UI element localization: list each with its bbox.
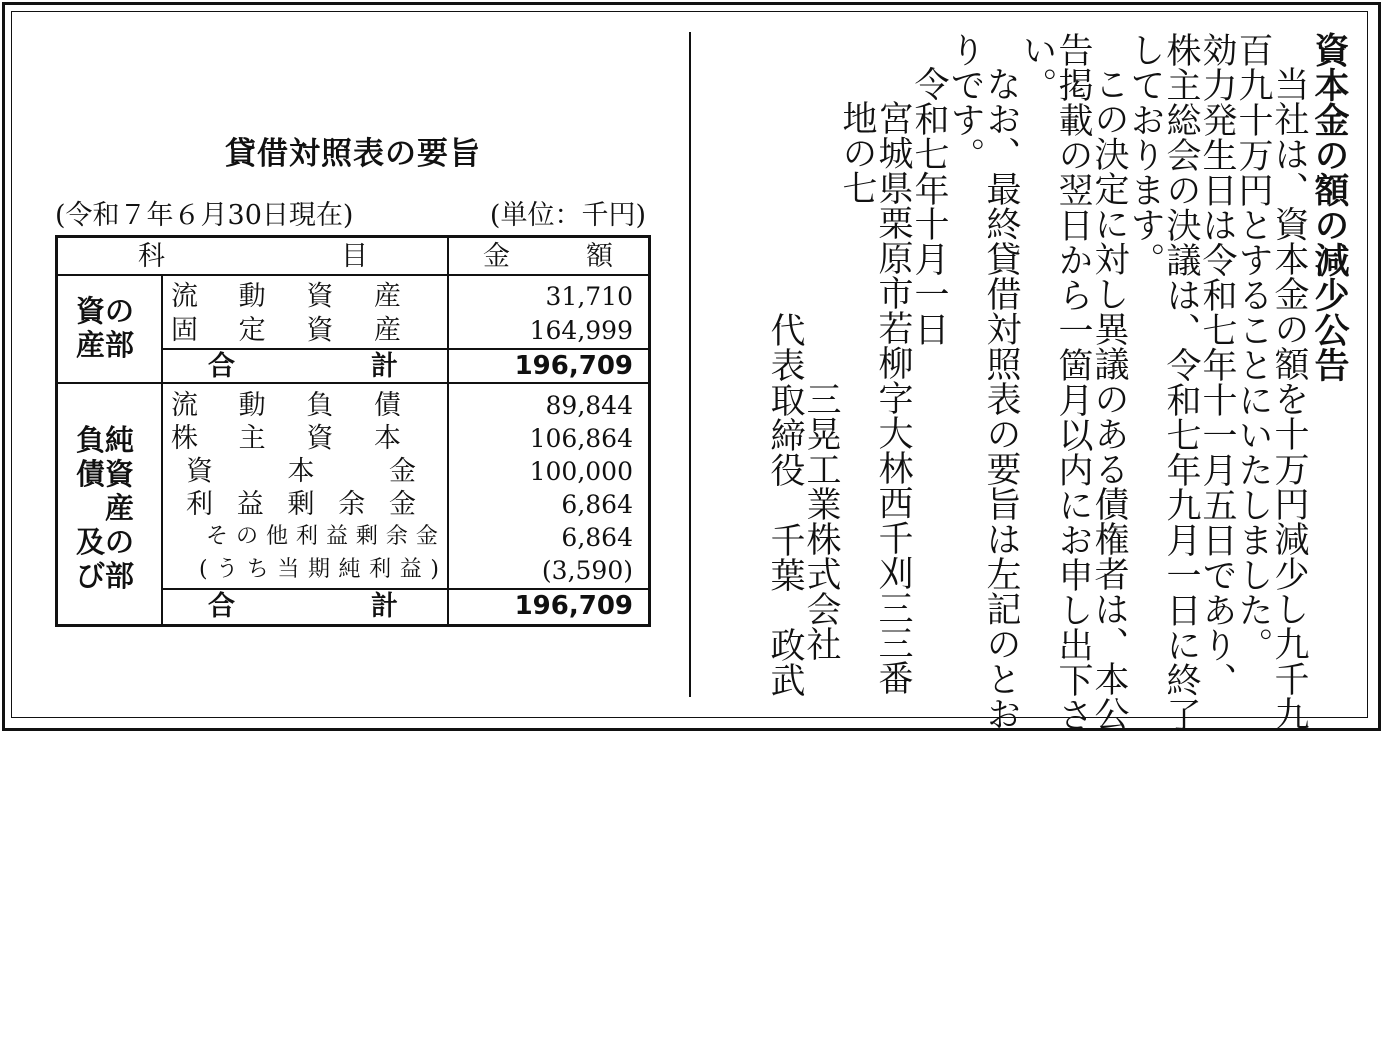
row-current-assets-value: 31,710	[545, 282, 633, 311]
balance-sheet-date: (令和７年６月30日現在)	[55, 200, 354, 231]
notice-representative: 代表取締役 千葉 政武	[765, 312, 805, 697]
row-current-assets-label: 流 動 資 産	[171, 281, 401, 312]
column-divider	[689, 32, 691, 697]
assets-section-label: 資の 産部	[76, 294, 135, 362]
notice-p2-line2: 告掲載の翌日から一箇月以内にお申し出下さ	[1053, 32, 1093, 732]
row-capital-value: 100,000	[529, 457, 633, 486]
notice-title: 資本金の額の減少公告	[1309, 32, 1349, 382]
row-retained-earnings-value: 6,864	[561, 490, 633, 519]
row-capital-label: 資 本 金	[186, 456, 416, 487]
row-retained-earnings-label: 利 益 剰 余 金	[186, 489, 416, 520]
notice-address-line2: 地の七	[837, 100, 877, 205]
notice-p1-line5: しております。	[1125, 32, 1165, 277]
notice-p1-line2: 百九十万円とすることにいたしました。	[1233, 32, 1273, 662]
row-fixed-assets-value: 164,999	[529, 316, 633, 345]
header-amount: 金 額	[483, 241, 613, 272]
liabilities-total-value: 196,709	[514, 591, 633, 621]
row-net-income-value: (3,590)	[541, 556, 633, 585]
notice-p3-line2: りです。	[945, 32, 985, 172]
assets-total-label: 合 計	[208, 351, 398, 382]
notice-p1-line3: 効力発生日は令和七年十一月五日であり、	[1197, 32, 1237, 697]
notice-p3-line1: なお、最終貸借対照表の要旨は左記のとお	[981, 66, 1021, 731]
assets-total-value: 196,709	[514, 351, 633, 381]
row-current-liabilities-value: 89,844	[545, 391, 633, 420]
liabilities-total-label: 合 計	[208, 591, 398, 622]
notice-p2-line1: この決定に対し異議のある債権者は、本公	[1089, 66, 1129, 731]
row-current-liabilities-label: 流 動 負 債	[171, 390, 401, 421]
row-other-retained-earnings-value: 6,864	[561, 523, 633, 552]
header-account: 科 目	[138, 241, 368, 272]
balance-sheet-unit: (単位：千円)	[489, 200, 646, 231]
balance-sheet-title: 貸借対照表の要旨	[225, 136, 481, 172]
notice-p2-line3: い。	[1017, 32, 1057, 102]
notice-address-line1: 宮城県栗原市若柳字大林西千刈三三番	[873, 100, 913, 695]
notice-p1-line1: 当社は、資本金の額を十万円減少し九千九	[1269, 66, 1309, 731]
notice-p1-line4: 株主総会の決議は、令和七年九月一日に終了	[1161, 32, 1201, 732]
row-net-income-label: ( う ち 当 期 純 利 益 )	[199, 557, 439, 582]
row-shareholders-equity-value: 106,864	[529, 424, 633, 453]
row-shareholders-equity-label: 株 主 資 本	[171, 423, 401, 454]
row-other-retained-earnings-label: そ の 他 利 益 剰 余 金	[206, 524, 438, 549]
row-fixed-assets-label: 固 定 資 産	[171, 315, 401, 346]
notice-date: 令和七年十月一日	[909, 66, 949, 346]
balance-sheet-table	[55, 235, 651, 627]
liabilities-section-label: 負純 債資 産 及の び部	[76, 423, 135, 593]
notice-company: 三晃工業株式会社	[801, 381, 841, 661]
